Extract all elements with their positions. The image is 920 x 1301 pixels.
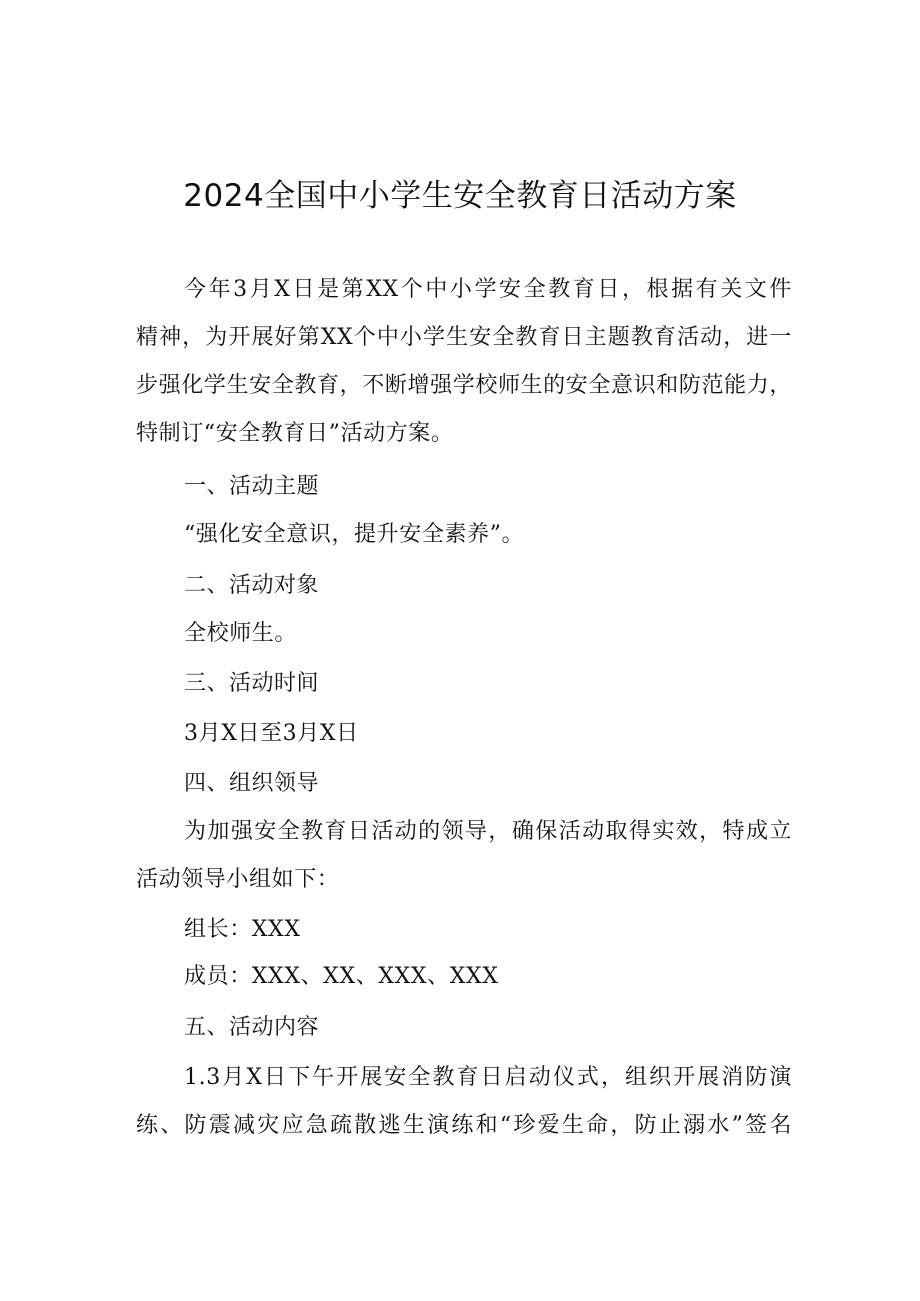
document-title: 2024全国中小学生安全教育日活动方案 [183,178,737,214]
section-heading-time: 三、活动时间 [184,671,320,696]
intro-line: 步强化学生安全教育，不断增强学校师生的安全意识和防范能力， [136,373,792,398]
section-body-content: 1.3月X日下午开展安全教育日启动仪式，组织开展消防演 [184,1065,792,1090]
section-body-theme: “强化安全意识，提升安全素养”。 [184,522,525,547]
leader-line: 组长：XXX [184,917,301,942]
section-heading-audience: 二、活动对象 [184,573,320,598]
members-line: 成员：XXX、XX、XXX、XXX [184,964,499,989]
section-body-leadership: 为加强安全教育日活动的领导，确保活动取得实效，特成立 [184,819,792,844]
section-heading-content: 五、活动内容 [184,1015,320,1040]
section-heading-leadership: 四、组织领导 [184,771,320,796]
section-body-time: 3月X日至3月X日 [184,721,359,746]
intro-line: 今年3月X日是第XX个中小学安全教育日，根据有关文件 [184,277,792,302]
intro-line: 特制订“安全教育日”活动方案。 [136,421,454,446]
section-body-audience: 全校师生。 [184,621,298,646]
section-body-content: 练、防震减灾应急疏散逃生演练和“珍爱生命，防止溺水”签名 [136,1113,792,1138]
section-heading-theme: 一、活动主题 [184,474,320,499]
section-body-leadership: 活动领导小组如下： [136,867,340,892]
intro-line: 精神，为开展好第XX个中小学生安全教育日主题教育活动，进一 [136,325,792,350]
